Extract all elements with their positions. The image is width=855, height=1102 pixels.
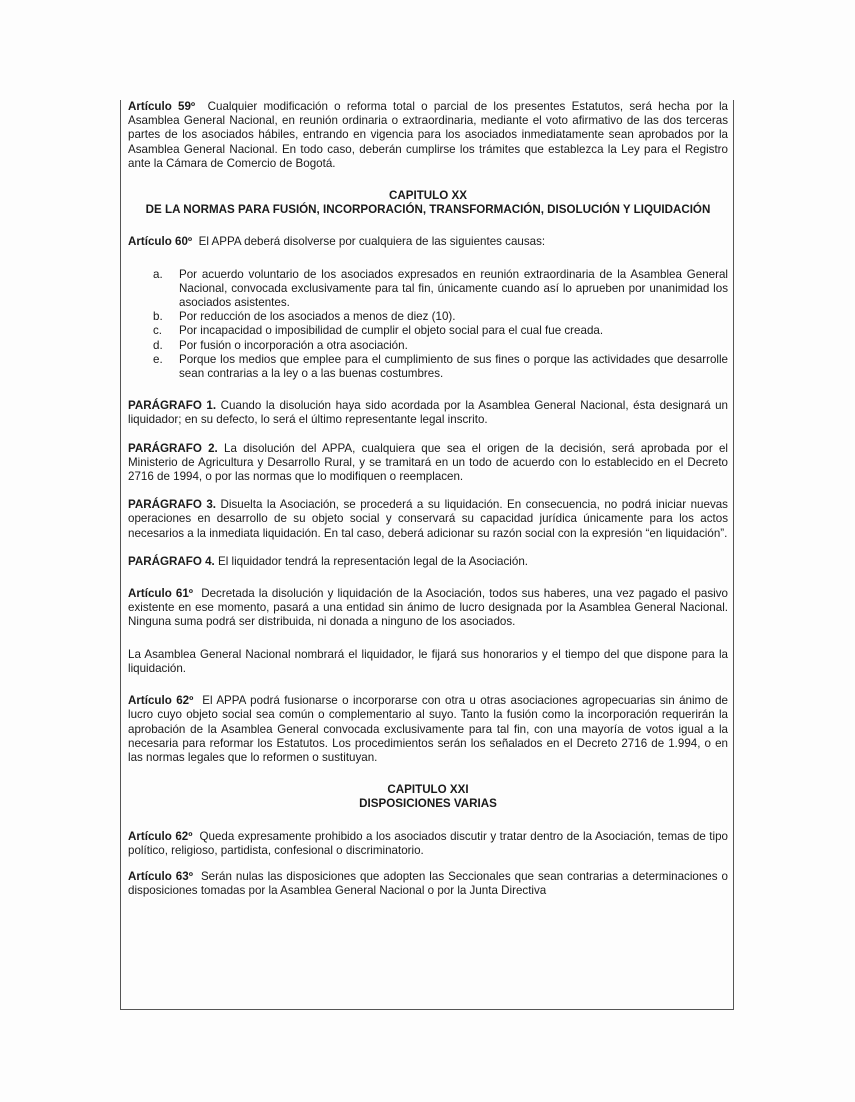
article-text: Cualquier modificación o reforma total o parcial de los presentes Estatutos, será hecha por la Asamblea General Nacional, en reunión ordinaria o extraordinaria, mediante el voto afirmativo de las dos terceras partes de los asociados hábiles, entrando en vigencia para los asociados inmediatamente sean aprobados por la Asamblea General Nacional. En todo caso, deberán cumplirse los trámites que establezca la Ley para el Registro ante la Cámara de Comercio de Bogotá. — [128, 100, 728, 170]
list-item: e. Porque los medios que emplee para el cumplimiento de sus fines o porque las actividades que desarrolle sean contrarias a la ley o a las buenas costumbres. — [153, 352, 728, 381]
chapter-title: DE LA NORMAS PARA FUSIÓN, INCORPORACIÓN, TRANSFORMACIÓN, DISOLUCIÓN Y LIQUIDACIÓN — [145, 203, 711, 217]
paragraph-label: PARÁGRAFO 4. — [128, 554, 215, 568]
article-63 — [128, 870, 728, 898]
article-61-continuation — [128, 648, 728, 676]
article-59 — [128, 100, 728, 171]
page-bottom-rule — [120, 1009, 734, 1010]
article-label: Artículo 62º — [128, 694, 194, 708]
list-item: a. Por acuerdo voluntario de los asociados expresados en reunión extraordinaria de la Asamblea General Nacional, convocada exclusivamente para tal fin, únicamente cuando así lo aprueben por unanimidad los asociados asistentes. — [153, 267, 728, 310]
paragraph-text: El liquidador tendrá la representación legal de la Asociación. — [217, 554, 528, 568]
article-text: El APPA podrá fusionarse o incorporarse con otra u otras asociaciones agropecuarias sin ánimo de lucro cuyo objeto social sea común o complementario al suyo. Tanto la fusión como la incorporación requerirán la aprobación de la Asamblea General convocada exclusivamente para tal fin, con una mayoría de votos igual a la necesaria para reformar los Estatutos. Los procedimientos serán los señalados en el Decreto 2716 de 1.994, o en las normas legales que lo reformen o sustituyan. — [128, 694, 728, 764]
chapter-number: CAPITULO XXI — [387, 783, 469, 797]
article-62-prohibition — [128, 830, 728, 858]
article-text: El APPA deberá disolverse por cualquiera de las siguientes causas: — [198, 235, 546, 249]
article-label: Artículo 60º — [128, 235, 193, 249]
article-text: La Asamblea General Nacional nombrará el liquidador, le fijará sus honorarios y el tiempo del que dispone para la liquidación. — [128, 647, 728, 675]
article-61 — [128, 587, 728, 630]
chapter-21-heading — [128, 783, 728, 811]
list-item: b. Por reducción de los asociados a menos de diez (10). — [153, 310, 456, 324]
dissolution-causes-list — [128, 268, 728, 382]
chapter-number: CAPITULO XX — [389, 189, 467, 203]
paragraph-3 — [128, 498, 728, 541]
paragraph-1 — [128, 399, 728, 427]
paragraph-text: La disolución del APPA, cualquiera que sea el origen de la decisión, será aprobada por el Ministerio de Agricultura y Desarrollo Rural, y se tramitará en un todo de acuerdo con lo establecido en el Decreto 2716 de 1994, o por las normas que lo modifiquen o reemplacen. — [128, 441, 728, 484]
document-body — [128, 100, 728, 898]
chapter-title: DISPOSICIONES VARIAS — [359, 797, 497, 811]
paragraph-text: Cuando la disolución haya sido acordada por la Asamblea General Nacional, ésta designará un liquidador; en su defecto, lo será el último representante legal inscrito. — [128, 399, 728, 427]
paragraph-label: PARÁGRAFO 3. — [128, 498, 217, 512]
paragraph-2 — [128, 442, 728, 485]
article-text: Serán nulas las disposiciones que adopten las Seccionales que sean contrarias a determinaciones o disposiciones tomadas por la Asamblea General Nacional o por la Junta Directiva — [128, 869, 728, 898]
article-label: Artículo 59º — [128, 100, 196, 113]
list-item: d. Por fusión o incorporación a otra asociación. — [153, 338, 408, 352]
article-62-fusion — [128, 694, 728, 765]
article-60 — [128, 235, 728, 249]
article-label: Artículo 63º — [128, 869, 193, 883]
article-label: Artículo 61º — [128, 587, 194, 601]
paragraph-4 — [128, 555, 728, 569]
paragraph-label: PARÁGRAFO 2. — [128, 441, 218, 455]
article-text: Decretada la disolución y liquidación de la Asociación, todos sus haberes, una vez pagado el pasivo existente en ese momento, pasará a una entidad sin ánimo de lucro designada por la Asamblea General Nacional. Ninguna suma podrá ser distribuida, ni donada a ninguno de los asociados. — [128, 587, 728, 629]
paragraph-label: PARÁGRAFO 1. — [128, 399, 217, 413]
chapter-20-heading — [128, 189, 728, 217]
list-item: c. Por incapacidad o imposibilidad de cumplir el objeto social para el cual fue creada. — [153, 324, 604, 338]
article-text: Queda expresamente prohibido a los asociados discutir y tratar dentro de la Asociación, temas de tipo político, religioso, partidista, confesional o discriminatorio. — [128, 829, 728, 857]
paragraph-text: Disuelta la Asociación, se procederá a su liquidación. En consecuencia, no podrá iniciar nuevas operaciones en desarrollo de su objeto social y conservará su capacidad jurídica únicamente para los actos necesarios a la inmediata liquidación. En tal caso, deberá adicionar su razón social con la expresión “en liquidación”. — [128, 498, 728, 540]
article-label: Artículo 62º — [128, 829, 193, 843]
